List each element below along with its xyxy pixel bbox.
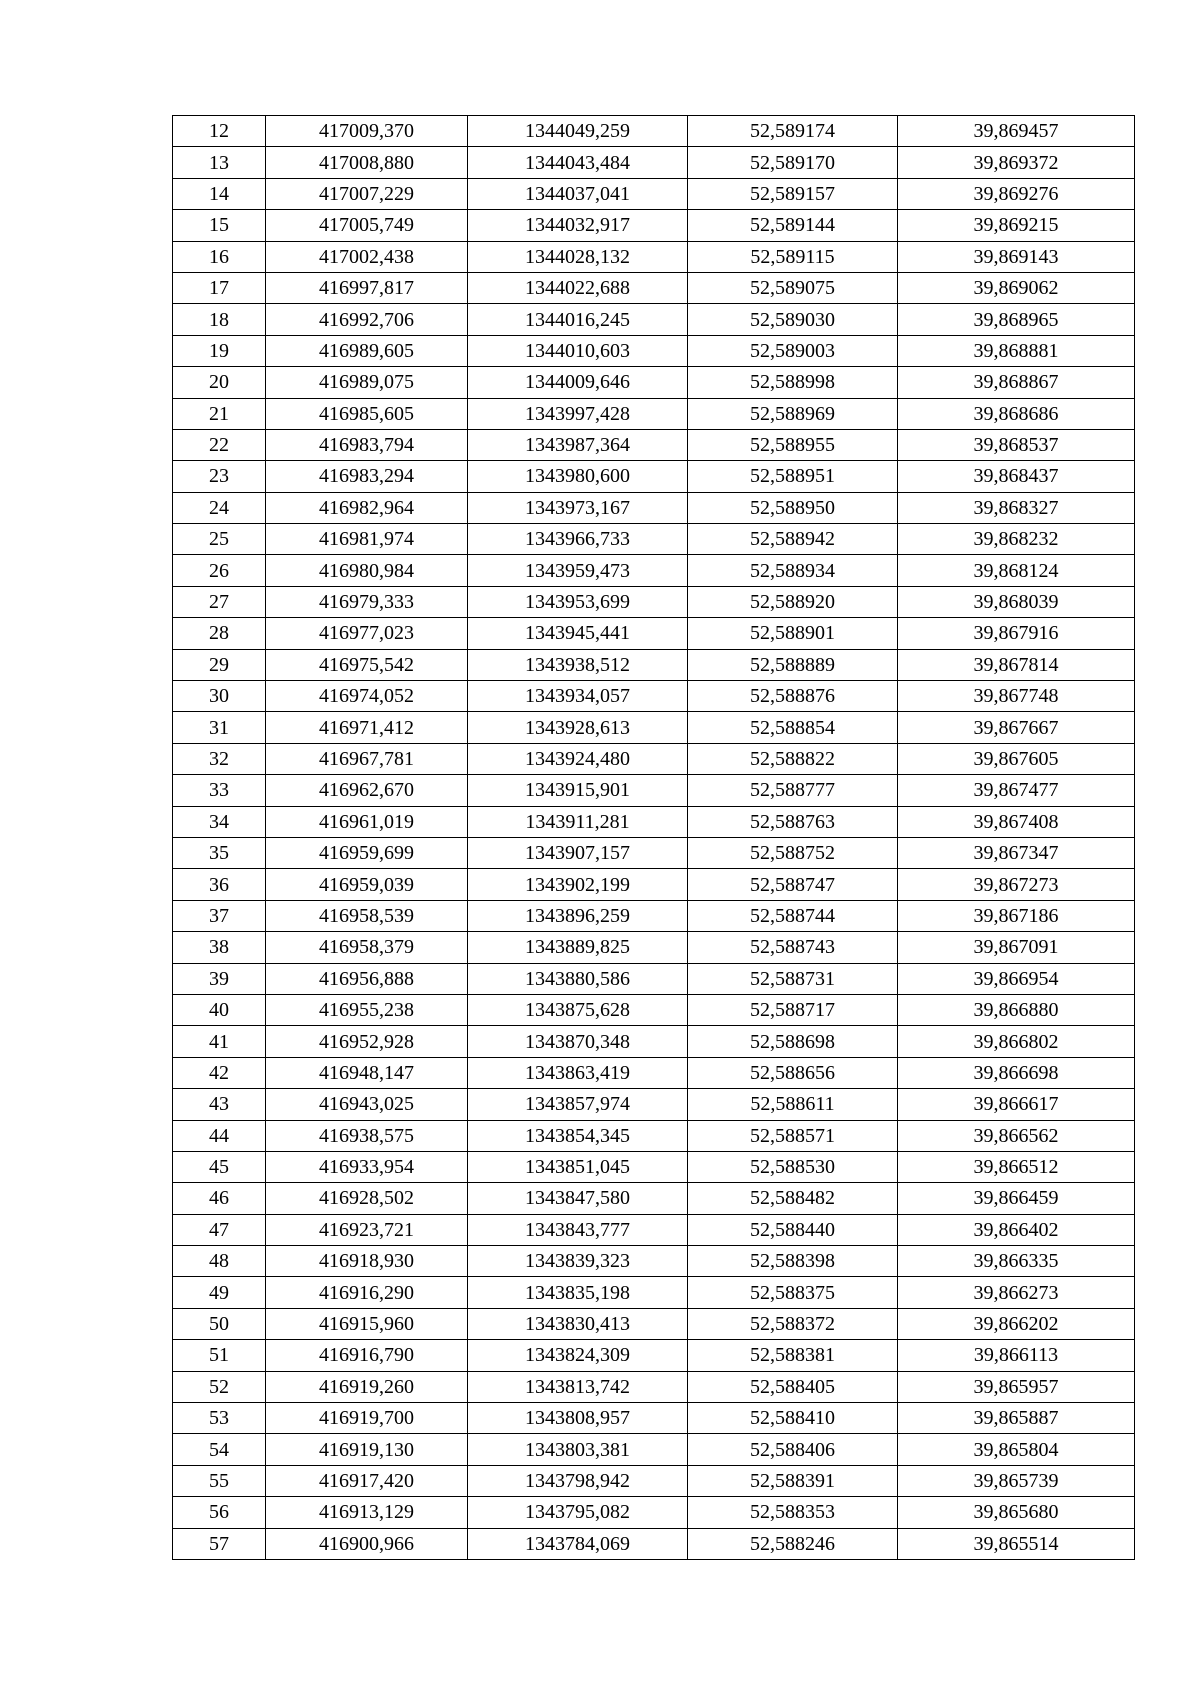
- point-number-cell: 44: [173, 1120, 266, 1151]
- x-coordinate-cell: 416975,542: [266, 649, 468, 680]
- latitude-cell: 52,588942: [688, 524, 898, 555]
- latitude-cell: 52,588998: [688, 367, 898, 398]
- y-coordinate-cell: 1343902,199: [468, 869, 688, 900]
- x-coordinate-cell: 416997,817: [266, 272, 468, 303]
- latitude-cell: 52,588353: [688, 1497, 898, 1528]
- longitude-cell: 39,867477: [898, 775, 1135, 806]
- point-number-cell: 21: [173, 398, 266, 429]
- point-number-cell: 22: [173, 429, 266, 460]
- point-number-cell: 39: [173, 963, 266, 994]
- table-row: [173, 1528, 1135, 1559]
- point-number-cell: 15: [173, 210, 266, 241]
- y-coordinate-cell: 1343875,628: [468, 994, 688, 1025]
- y-coordinate-cell: 1343857,974: [468, 1089, 688, 1120]
- table-row: [173, 900, 1135, 931]
- point-number-cell: 27: [173, 586, 266, 617]
- x-coordinate-cell: 416919,700: [266, 1403, 468, 1434]
- table-row: [173, 1371, 1135, 1402]
- point-number-cell: 28: [173, 618, 266, 649]
- y-coordinate-cell: 1343798,942: [468, 1465, 688, 1496]
- x-coordinate-cell: 416915,960: [266, 1308, 468, 1339]
- longitude-cell: 39,866562: [898, 1120, 1135, 1151]
- longitude-cell: 39,866273: [898, 1277, 1135, 1308]
- x-coordinate-cell: 416923,721: [266, 1214, 468, 1245]
- table-row: [173, 1434, 1135, 1465]
- latitude-cell: 52,588530: [688, 1151, 898, 1182]
- y-coordinate-cell: 1343813,742: [468, 1371, 688, 1402]
- point-number-cell: 52: [173, 1371, 266, 1402]
- longitude-cell: 39,866512: [898, 1151, 1135, 1182]
- longitude-cell: 39,867667: [898, 712, 1135, 743]
- latitude-cell: 52,589075: [688, 272, 898, 303]
- latitude-cell: 52,588951: [688, 461, 898, 492]
- x-coordinate-cell: 416985,605: [266, 398, 468, 429]
- table-row: [173, 618, 1135, 649]
- y-coordinate-cell: 1343843,777: [468, 1214, 688, 1245]
- longitude-cell: 39,865680: [898, 1497, 1135, 1528]
- table-row: [173, 775, 1135, 806]
- y-coordinate-cell: 1343911,281: [468, 806, 688, 837]
- point-number-cell: 43: [173, 1089, 266, 1120]
- longitude-cell: 39,865957: [898, 1371, 1135, 1402]
- longitude-cell: 39,869372: [898, 147, 1135, 178]
- latitude-cell: 52,588406: [688, 1434, 898, 1465]
- table-row: [173, 492, 1135, 523]
- y-coordinate-cell: 1343915,901: [468, 775, 688, 806]
- x-coordinate-cell: 416919,260: [266, 1371, 468, 1402]
- x-coordinate-cell: 417007,229: [266, 178, 468, 209]
- latitude-cell: 52,588950: [688, 492, 898, 523]
- y-coordinate-cell: 1343889,825: [468, 932, 688, 963]
- y-coordinate-cell: 1343784,069: [468, 1528, 688, 1559]
- table-row: [173, 461, 1135, 492]
- y-coordinate-cell: 1343863,419: [468, 1057, 688, 1088]
- coordinates-table: [172, 115, 1135, 1560]
- y-coordinate-cell: 1343938,512: [468, 649, 688, 680]
- table-row: [173, 1120, 1135, 1151]
- table-row: [173, 1089, 1135, 1120]
- latitude-cell: 52,588440: [688, 1214, 898, 1245]
- point-number-cell: 34: [173, 806, 266, 837]
- longitude-cell: 39,869457: [898, 116, 1135, 147]
- table-row: [173, 1183, 1135, 1214]
- latitude-cell: 52,588854: [688, 712, 898, 743]
- y-coordinate-cell: 1343847,580: [468, 1183, 688, 1214]
- latitude-cell: 52,588381: [688, 1340, 898, 1371]
- table-row: [173, 178, 1135, 209]
- latitude-cell: 52,589170: [688, 147, 898, 178]
- longitude-cell: 39,867605: [898, 743, 1135, 774]
- y-coordinate-cell: 1344049,259: [468, 116, 688, 147]
- x-coordinate-cell: 416981,974: [266, 524, 468, 555]
- point-number-cell: 53: [173, 1403, 266, 1434]
- latitude-cell: 52,588743: [688, 932, 898, 963]
- y-coordinate-cell: 1344022,688: [468, 272, 688, 303]
- latitude-cell: 52,588747: [688, 869, 898, 900]
- x-coordinate-cell: 416974,052: [266, 681, 468, 712]
- longitude-cell: 39,866113: [898, 1340, 1135, 1371]
- longitude-cell: 39,867186: [898, 900, 1135, 931]
- longitude-cell: 39,866402: [898, 1214, 1135, 1245]
- x-coordinate-cell: 417009,370: [266, 116, 468, 147]
- latitude-cell: 52,588246: [688, 1528, 898, 1559]
- x-coordinate-cell: 416983,794: [266, 429, 468, 460]
- table-row: [173, 1151, 1135, 1182]
- table-row: [173, 524, 1135, 555]
- latitude-cell: 52,588889: [688, 649, 898, 680]
- y-coordinate-cell: 1343835,198: [468, 1277, 688, 1308]
- table-row: [173, 806, 1135, 837]
- table-row: [173, 1465, 1135, 1496]
- longitude-cell: 39,866459: [898, 1183, 1135, 1214]
- table-row: [173, 210, 1135, 241]
- y-coordinate-cell: 1344028,132: [468, 241, 688, 272]
- latitude-cell: 52,589157: [688, 178, 898, 209]
- longitude-cell: 39,866335: [898, 1246, 1135, 1277]
- table-row: [173, 994, 1135, 1025]
- latitude-cell: 52,589144: [688, 210, 898, 241]
- x-coordinate-cell: 417002,438: [266, 241, 468, 272]
- longitude-cell: 39,868232: [898, 524, 1135, 555]
- longitude-cell: 39,868039: [898, 586, 1135, 617]
- x-coordinate-cell: 416958,539: [266, 900, 468, 931]
- table-row: [173, 837, 1135, 868]
- longitude-cell: 39,866698: [898, 1057, 1135, 1088]
- y-coordinate-cell: 1343973,167: [468, 492, 688, 523]
- table-row: [173, 272, 1135, 303]
- x-coordinate-cell: 416977,023: [266, 618, 468, 649]
- y-coordinate-cell: 1343880,586: [468, 963, 688, 994]
- y-coordinate-cell: 1343896,259: [468, 900, 688, 931]
- y-coordinate-cell: 1344016,245: [468, 304, 688, 335]
- point-number-cell: 45: [173, 1151, 266, 1182]
- y-coordinate-cell: 1343907,157: [468, 837, 688, 868]
- latitude-cell: 52,588372: [688, 1308, 898, 1339]
- point-number-cell: 48: [173, 1246, 266, 1277]
- latitude-cell: 52,588410: [688, 1403, 898, 1434]
- longitude-cell: 39,867916: [898, 618, 1135, 649]
- point-number-cell: 23: [173, 461, 266, 492]
- latitude-cell: 52,588920: [688, 586, 898, 617]
- y-coordinate-cell: 1343945,441: [468, 618, 688, 649]
- x-coordinate-cell: 416933,954: [266, 1151, 468, 1182]
- longitude-cell: 39,869276: [898, 178, 1135, 209]
- x-coordinate-cell: 416959,039: [266, 869, 468, 900]
- y-coordinate-cell: 1343966,733: [468, 524, 688, 555]
- longitude-cell: 39,868686: [898, 398, 1135, 429]
- x-coordinate-cell: 416971,412: [266, 712, 468, 743]
- point-number-cell: 46: [173, 1183, 266, 1214]
- point-number-cell: 26: [173, 555, 266, 586]
- x-coordinate-cell: 416956,888: [266, 963, 468, 994]
- longitude-cell: 39,868327: [898, 492, 1135, 523]
- x-coordinate-cell: 416938,575: [266, 1120, 468, 1151]
- table-row: [173, 1277, 1135, 1308]
- x-coordinate-cell: 416943,025: [266, 1089, 468, 1120]
- x-coordinate-cell: 417008,880: [266, 147, 468, 178]
- table-row: [173, 1403, 1135, 1434]
- point-number-cell: 29: [173, 649, 266, 680]
- y-coordinate-cell: 1343803,381: [468, 1434, 688, 1465]
- longitude-cell: 39,867408: [898, 806, 1135, 837]
- x-coordinate-cell: 416952,928: [266, 1026, 468, 1057]
- longitude-cell: 39,866880: [898, 994, 1135, 1025]
- x-coordinate-cell: 416916,290: [266, 1277, 468, 1308]
- latitude-cell: 52,588571: [688, 1120, 898, 1151]
- table-row: [173, 681, 1135, 712]
- longitude-cell: 39,866202: [898, 1308, 1135, 1339]
- point-number-cell: 25: [173, 524, 266, 555]
- table-row: [173, 335, 1135, 366]
- latitude-cell: 52,588611: [688, 1089, 898, 1120]
- latitude-cell: 52,588744: [688, 900, 898, 931]
- x-coordinate-cell: 416979,333: [266, 586, 468, 617]
- latitude-cell: 52,588698: [688, 1026, 898, 1057]
- table-row: [173, 1214, 1135, 1245]
- latitude-cell: 52,589174: [688, 116, 898, 147]
- table-row: [173, 932, 1135, 963]
- table-row: [173, 1246, 1135, 1277]
- y-coordinate-cell: 1343808,957: [468, 1403, 688, 1434]
- latitude-cell: 52,588934: [688, 555, 898, 586]
- point-number-cell: 35: [173, 837, 266, 868]
- x-coordinate-cell: 416955,238: [266, 994, 468, 1025]
- point-number-cell: 47: [173, 1214, 266, 1245]
- latitude-cell: 52,588822: [688, 743, 898, 774]
- x-coordinate-cell: 416989,605: [266, 335, 468, 366]
- latitude-cell: 52,588763: [688, 806, 898, 837]
- y-coordinate-cell: 1344043,484: [468, 147, 688, 178]
- longitude-cell: 39,867814: [898, 649, 1135, 680]
- longitude-cell: 39,868537: [898, 429, 1135, 460]
- point-number-cell: 12: [173, 116, 266, 147]
- x-coordinate-cell: 416913,129: [266, 1497, 468, 1528]
- y-coordinate-cell: 1343953,699: [468, 586, 688, 617]
- point-number-cell: 41: [173, 1026, 266, 1057]
- point-number-cell: 13: [173, 147, 266, 178]
- longitude-cell: 39,866954: [898, 963, 1135, 994]
- y-coordinate-cell: 1343839,323: [468, 1246, 688, 1277]
- point-number-cell: 36: [173, 869, 266, 900]
- point-number-cell: 19: [173, 335, 266, 366]
- x-coordinate-cell: 416948,147: [266, 1057, 468, 1088]
- table-row: [173, 1057, 1135, 1088]
- latitude-cell: 52,588731: [688, 963, 898, 994]
- y-coordinate-cell: 1343987,364: [468, 429, 688, 460]
- longitude-cell: 39,869215: [898, 210, 1135, 241]
- latitude-cell: 52,588482: [688, 1183, 898, 1214]
- table-row: [173, 555, 1135, 586]
- longitude-cell: 39,868437: [898, 461, 1135, 492]
- point-number-cell: 17: [173, 272, 266, 303]
- latitude-cell: 52,588752: [688, 837, 898, 868]
- x-coordinate-cell: 416982,964: [266, 492, 468, 523]
- y-coordinate-cell: 1343830,413: [468, 1308, 688, 1339]
- table-row: [173, 304, 1135, 335]
- longitude-cell: 39,865804: [898, 1434, 1135, 1465]
- table-row: [173, 398, 1135, 429]
- point-number-cell: 49: [173, 1277, 266, 1308]
- table-row: [173, 649, 1135, 680]
- y-coordinate-cell: 1343924,480: [468, 743, 688, 774]
- point-number-cell: 37: [173, 900, 266, 931]
- longitude-cell: 39,867347: [898, 837, 1135, 868]
- latitude-cell: 52,588876: [688, 681, 898, 712]
- longitude-cell: 39,865887: [898, 1403, 1135, 1434]
- latitude-cell: 52,588405: [688, 1371, 898, 1402]
- y-coordinate-cell: 1343795,082: [468, 1497, 688, 1528]
- y-coordinate-cell: 1344032,917: [468, 210, 688, 241]
- point-number-cell: 30: [173, 681, 266, 712]
- latitude-cell: 52,588777: [688, 775, 898, 806]
- latitude-cell: 52,589115: [688, 241, 898, 272]
- point-number-cell: 20: [173, 367, 266, 398]
- x-coordinate-cell: 416900,966: [266, 1528, 468, 1559]
- point-number-cell: 51: [173, 1340, 266, 1371]
- x-coordinate-cell: 416919,130: [266, 1434, 468, 1465]
- point-number-cell: 40: [173, 994, 266, 1025]
- x-coordinate-cell: 416980,984: [266, 555, 468, 586]
- x-coordinate-cell: 416962,670: [266, 775, 468, 806]
- x-coordinate-cell: 416992,706: [266, 304, 468, 335]
- longitude-cell: 39,869143: [898, 241, 1135, 272]
- longitude-cell: 39,868881: [898, 335, 1135, 366]
- x-coordinate-cell: 416916,790: [266, 1340, 468, 1371]
- x-coordinate-cell: 416918,930: [266, 1246, 468, 1277]
- x-coordinate-cell: 416967,781: [266, 743, 468, 774]
- longitude-cell: 39,868867: [898, 367, 1135, 398]
- y-coordinate-cell: 1343934,057: [468, 681, 688, 712]
- latitude-cell: 52,588901: [688, 618, 898, 649]
- x-coordinate-cell: 416959,699: [266, 837, 468, 868]
- y-coordinate-cell: 1343959,473: [468, 555, 688, 586]
- latitude-cell: 52,588375: [688, 1277, 898, 1308]
- point-number-cell: 24: [173, 492, 266, 523]
- y-coordinate-cell: 1344010,603: [468, 335, 688, 366]
- point-number-cell: 32: [173, 743, 266, 774]
- y-coordinate-cell: 1343980,600: [468, 461, 688, 492]
- y-coordinate-cell: 1344009,646: [468, 367, 688, 398]
- point-number-cell: 55: [173, 1465, 266, 1496]
- coordinates-table-body: [173, 116, 1135, 1560]
- point-number-cell: 50: [173, 1308, 266, 1339]
- table-row: [173, 586, 1135, 617]
- x-coordinate-cell: 416928,502: [266, 1183, 468, 1214]
- longitude-cell: 39,867273: [898, 869, 1135, 900]
- latitude-cell: 52,588656: [688, 1057, 898, 1088]
- latitude-cell: 52,588969: [688, 398, 898, 429]
- point-number-cell: 14: [173, 178, 266, 209]
- point-number-cell: 33: [173, 775, 266, 806]
- table-row: [173, 429, 1135, 460]
- longitude-cell: 39,868965: [898, 304, 1135, 335]
- table-row: [173, 116, 1135, 147]
- longitude-cell: 39,865514: [898, 1528, 1135, 1559]
- longitude-cell: 39,866617: [898, 1089, 1135, 1120]
- longitude-cell: 39,869062: [898, 272, 1135, 303]
- x-coordinate-cell: 416958,379: [266, 932, 468, 963]
- x-coordinate-cell: 417005,749: [266, 210, 468, 241]
- x-coordinate-cell: 416989,075: [266, 367, 468, 398]
- latitude-cell: 52,589003: [688, 335, 898, 366]
- longitude-cell: 39,866802: [898, 1026, 1135, 1057]
- table-row: [173, 147, 1135, 178]
- point-number-cell: 38: [173, 932, 266, 963]
- y-coordinate-cell: 1344037,041: [468, 178, 688, 209]
- table-row: [173, 1497, 1135, 1528]
- latitude-cell: 52,588391: [688, 1465, 898, 1496]
- table-row: [173, 1340, 1135, 1371]
- point-number-cell: 16: [173, 241, 266, 272]
- longitude-cell: 39,868124: [898, 555, 1135, 586]
- table-row: [173, 743, 1135, 774]
- x-coordinate-cell: 416961,019: [266, 806, 468, 837]
- table-row: [173, 712, 1135, 743]
- longitude-cell: 39,865739: [898, 1465, 1135, 1496]
- point-number-cell: 54: [173, 1434, 266, 1465]
- latitude-cell: 52,588717: [688, 994, 898, 1025]
- y-coordinate-cell: 1343824,309: [468, 1340, 688, 1371]
- table-row: [173, 367, 1135, 398]
- longitude-cell: 39,867748: [898, 681, 1135, 712]
- latitude-cell: 52,588955: [688, 429, 898, 460]
- table-row: [173, 1026, 1135, 1057]
- y-coordinate-cell: 1343854,345: [468, 1120, 688, 1151]
- point-number-cell: 18: [173, 304, 266, 335]
- y-coordinate-cell: 1343851,045: [468, 1151, 688, 1182]
- y-coordinate-cell: 1343870,348: [468, 1026, 688, 1057]
- y-coordinate-cell: 1343928,613: [468, 712, 688, 743]
- table-row: [173, 1308, 1135, 1339]
- x-coordinate-cell: 416917,420: [266, 1465, 468, 1496]
- y-coordinate-cell: 1343997,428: [468, 398, 688, 429]
- latitude-cell: 52,589030: [688, 304, 898, 335]
- point-number-cell: 42: [173, 1057, 266, 1088]
- longitude-cell: 39,867091: [898, 932, 1135, 963]
- table-row: [173, 869, 1135, 900]
- point-number-cell: 31: [173, 712, 266, 743]
- table-row: [173, 963, 1135, 994]
- x-coordinate-cell: 416983,294: [266, 461, 468, 492]
- point-number-cell: 56: [173, 1497, 266, 1528]
- table-row: [173, 241, 1135, 272]
- latitude-cell: 52,588398: [688, 1246, 898, 1277]
- point-number-cell: 57: [173, 1528, 266, 1559]
